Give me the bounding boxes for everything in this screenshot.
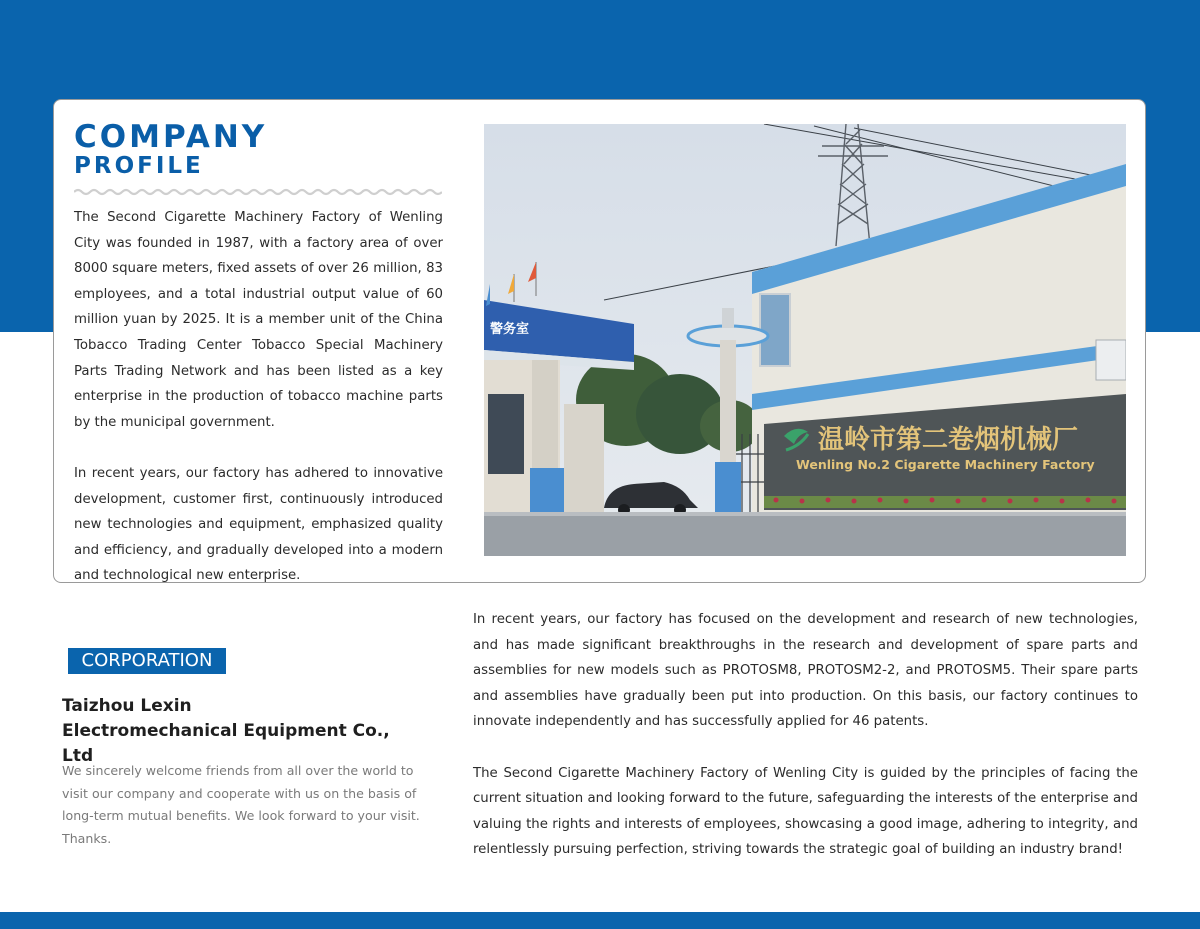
- details-text: [473, 607, 1138, 889]
- wave-divider: [74, 187, 442, 197]
- profile-intro: [74, 205, 443, 615]
- corporation-tag: CORPORATION: [68, 648, 226, 674]
- factory-sign-chinese: 温岭市第二卷烟机械厂: [818, 425, 1079, 455]
- details-paragraph: In recent years, our factory has focused on the development and research of new technologies, and has made significant breakthroughs in the research and development of spare parts and assemblies for new models such as PROTOSM8, PROTOSM2-2, and PROTOSM5. Their spare parts and assemblies have gradually been put into production. On this basis, our factory continues to innovate independently and has successfully applied for 46 patents.: [473, 612, 1138, 730]
- factory-sign-english: Wenling No.2 Cigarette Machinery Factory: [796, 457, 1095, 472]
- company-profile-card: [53, 99, 1146, 583]
- profile-paragraph: In recent years, our factory has adhered to innovative development, customer first, continuously introduced new technologies and equipment, emphasized quality and efficiency, and gradually developed into a modern and technological new enterprise.: [74, 465, 443, 584]
- profile-title: COMPANY: [74, 119, 268, 155]
- company-name-line: Taizhou Lexin: [62, 696, 192, 716]
- details-paragraph: The Second Cigarette Machinery Factory of Wenling City is guided by the principles of facing the current situation and looking forward to the future, safeguarding the interests of the enterprise and valuing the rights and interests of employees, showcasing a good image, adhering to integrity, and relentlessly pursuing perfection, striving towards the strategic goal of building an industry brand!: [473, 765, 1138, 858]
- guardhouse-sign: 警务室: [490, 322, 530, 337]
- company-name: [62, 694, 422, 769]
- profile-paragraph: The Second Cigarette Machinery Factory of Wenling City was founded in 1987, with a factory area of over 8000 square meters, fixed assets of over 26 million, 83 employees, and a total industrial output value of 60 million yuan by 2025. It is a member unit of the China Tobacco Trading Center Tobacco Special Machinery Parts Trading Network and has been listed as a key enterprise in the production of tobacco machine parts by the municipal government.: [74, 210, 443, 430]
- profile-subtitle: PROFILE: [74, 153, 204, 179]
- factory-photo: [484, 124, 1126, 556]
- welcome-text: We sincerely welcome friends from all over the world to visit our company and cooperate with us on the basis of long-term mutual benefits. We look forward to your visit. Thanks.: [62, 763, 420, 846]
- company-name-line: Electromechanical Equipment Co., Ltd: [62, 721, 390, 766]
- bottom-blue-band: [0, 912, 1200, 929]
